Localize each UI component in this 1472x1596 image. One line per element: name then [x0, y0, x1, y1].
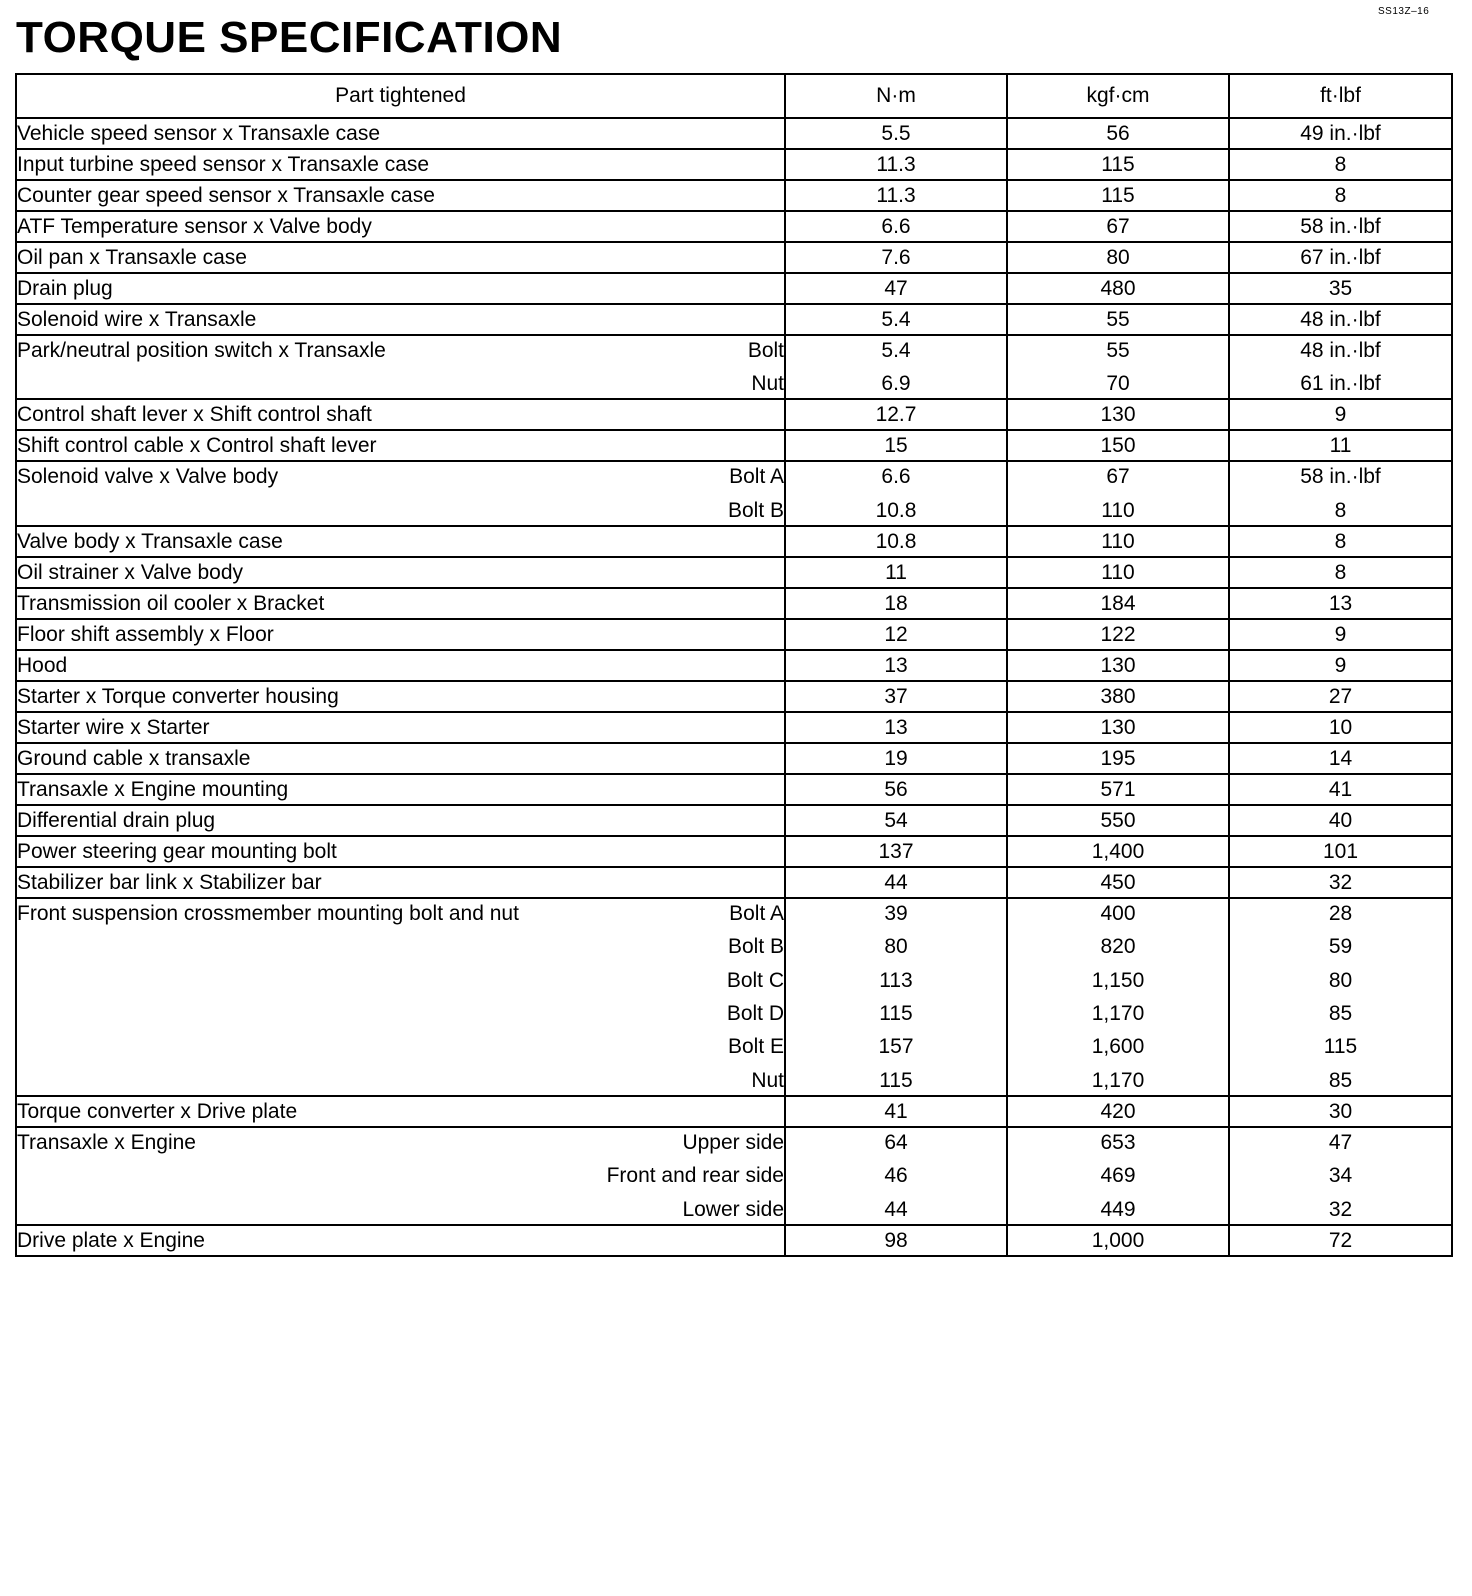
part-name: Power steering gear mounting bolt — [17, 839, 337, 863]
table-row — [16, 712, 1452, 743]
ft-lbf-value: 49 in.·lbf — [1300, 122, 1381, 145]
kgf-cm-value-cell — [1007, 650, 1229, 681]
ft-lbf-value: 115 — [1323, 1035, 1358, 1059]
nm-value: 13 — [884, 715, 908, 739]
kgf-cm-value-cell — [1007, 867, 1229, 898]
kgf-cm-value: 1,170 — [1091, 1068, 1145, 1092]
part-name: ATF Temperature sensor x Valve body — [17, 215, 372, 238]
nm-value-cell — [785, 619, 1007, 650]
part-name: Transmission oil cooler x Bracket — [17, 591, 325, 615]
ft-lbf-value: 13 — [1328, 591, 1353, 615]
nm-value-cell — [785, 526, 1007, 557]
part-cell — [16, 149, 785, 180]
ft-lbf-value-cell — [1229, 149, 1452, 180]
part-cell — [16, 1225, 785, 1256]
ft-lbf-value: 85 — [1328, 1068, 1353, 1092]
kgf-cm-value: 380 — [1100, 684, 1136, 708]
table-row — [16, 242, 1452, 273]
nm-value-cell — [785, 180, 1007, 211]
part-name: Transaxle x Engine — [17, 1130, 196, 1154]
header-ft-lbf: ft·lbf — [1229, 74, 1452, 118]
nm-value: 5.4 — [881, 339, 911, 362]
ft-lbf-value-cell — [1229, 774, 1452, 805]
ft-lbf-value: 8 — [1334, 529, 1347, 553]
ft-lbf-value-cell — [1229, 557, 1452, 588]
nm-value-cell — [785, 712, 1007, 743]
kgf-cm-value: 130 — [1100, 653, 1136, 677]
kgf-cm-value: 67 — [1106, 215, 1130, 238]
part-name: Front suspension crossmember mounting bolt and nut — [17, 901, 519, 925]
nm-value: 47 — [884, 277, 908, 300]
part-cell — [16, 836, 785, 867]
nm-value: 11.3 — [876, 153, 916, 176]
part-name: Transaxle x Engine mounting — [17, 777, 289, 801]
ft-lbf-value-cell — [1229, 304, 1452, 335]
kgf-cm-value-cell — [1007, 1096, 1229, 1127]
part-name: Floor shift assembly x Floor — [17, 622, 274, 646]
part-cell — [16, 242, 785, 273]
kgf-cm-value: 420 — [1100, 1099, 1136, 1123]
nm-value: 5.4 — [881, 308, 911, 331]
nm-value-cell — [785, 1225, 1007, 1256]
fastener-label: Bolt A — [729, 465, 784, 489]
ft-lbf-value: 101 — [1322, 839, 1359, 863]
document-code: SS13Z–16 — [1378, 6, 1430, 17]
ft-lbf-value-cell — [1229, 836, 1452, 867]
part-cell — [16, 304, 785, 335]
kgf-cm-value: 400 — [1100, 901, 1136, 925]
kgf-cm-value-cell — [1007, 805, 1229, 836]
ft-lbf-value-cell — [1229, 211, 1452, 242]
ft-lbf-value: 10 — [1328, 715, 1353, 739]
nm-value: 113 — [879, 968, 913, 992]
nm-value-cell — [785, 399, 1007, 430]
nm-value: 12.7 — [875, 403, 917, 427]
ft-lbf-value-cell — [1229, 273, 1452, 304]
nm-value: 115 — [879, 1001, 913, 1025]
ft-lbf-value-cell — [1229, 650, 1452, 681]
part-cell — [16, 461, 785, 525]
ft-lbf-value: 32 — [1328, 1197, 1353, 1221]
nm-value: 44 — [884, 1197, 908, 1221]
part-name: Torque converter x Drive plate — [17, 1099, 298, 1123]
kgf-cm-value: 130 — [1100, 403, 1136, 427]
nm-value: 18 — [884, 591, 908, 615]
ft-lbf-value: 9 — [1334, 403, 1347, 427]
nm-value: 12 — [884, 622, 908, 646]
nm-value: 10.8 — [875, 529, 917, 553]
part-cell — [16, 867, 785, 898]
kgf-cm-value-cell — [1007, 712, 1229, 743]
kgf-cm-value-cell — [1007, 898, 1229, 1096]
table-row — [16, 526, 1452, 557]
part-name: Valve body x Transaxle case — [17, 529, 283, 553]
part-cell — [16, 118, 785, 149]
kgf-cm-value-cell — [1007, 774, 1229, 805]
kgf-cm-value: 70 — [1106, 372, 1130, 396]
table-header-row — [16, 74, 1452, 118]
part-cell — [16, 557, 785, 588]
kgf-cm-value-cell — [1007, 149, 1229, 180]
part-cell — [16, 650, 785, 681]
table-row — [16, 430, 1452, 461]
kgf-cm-value: 1,170 — [1091, 1001, 1145, 1025]
part-name: Hood — [17, 653, 68, 677]
ft-lbf-value-cell — [1229, 805, 1452, 836]
kgf-cm-value: 469 — [1100, 1164, 1136, 1188]
kgf-cm-value-cell — [1007, 430, 1229, 461]
sub-labels — [748, 336, 784, 398]
nm-value-cell — [785, 461, 1007, 525]
nm-value: 137 — [878, 839, 914, 863]
nm-value-cell — [785, 650, 1007, 681]
fastener-label: Front and rear side — [606, 1164, 784, 1188]
ft-lbf-value-cell — [1229, 1225, 1452, 1256]
table-row — [16, 211, 1452, 242]
kgf-cm-value-cell — [1007, 118, 1229, 149]
sub-labels — [727, 899, 784, 1095]
table-row — [16, 399, 1452, 430]
nm-value-cell — [785, 304, 1007, 335]
fastener-label: Upper side — [682, 1130, 784, 1154]
kgf-cm-value: 130 — [1100, 715, 1136, 739]
ft-lbf-value: 34 — [1328, 1164, 1353, 1188]
sub-labels — [607, 1128, 784, 1224]
ft-lbf-value: 8 — [1334, 498, 1347, 522]
kgf-cm-value-cell — [1007, 836, 1229, 867]
nm-value-cell — [785, 430, 1007, 461]
part-name: Oil pan x Transaxle case — [17, 246, 247, 269]
kgf-cm-value-cell — [1007, 526, 1229, 557]
kgf-cm-value: 450 — [1100, 870, 1136, 894]
ft-lbf-value: 58 in.·lbf — [1300, 215, 1381, 238]
nm-value-cell — [785, 898, 1007, 1096]
fastener-label: Bolt C — [726, 968, 784, 992]
part-name: Drain plug — [17, 277, 113, 300]
kgf-cm-value-cell — [1007, 273, 1229, 304]
fastener-label: Bolt D — [726, 1001, 784, 1025]
nm-value: 41 — [884, 1099, 908, 1123]
table-row — [16, 867, 1452, 898]
nm-value: 10.8 — [875, 498, 917, 522]
kgf-cm-value-cell — [1007, 1127, 1229, 1225]
table-row — [16, 681, 1452, 712]
kgf-cm-value: 115 — [1101, 184, 1135, 207]
kgf-cm-value: 550 — [1100, 808, 1136, 832]
part-cell — [16, 180, 785, 211]
part-cell — [16, 1127, 785, 1225]
page-title: TORQUE SPECIFICATION — [16, 13, 563, 62]
kgf-cm-value-cell — [1007, 304, 1229, 335]
ft-lbf-value-cell — [1229, 681, 1452, 712]
ft-lbf-value: 72 — [1328, 1228, 1353, 1252]
kgf-cm-value-cell — [1007, 335, 1229, 399]
ft-lbf-value: 8 — [1334, 560, 1347, 584]
kgf-cm-value: 67 — [1106, 465, 1130, 489]
nm-value-cell — [785, 118, 1007, 149]
kgf-cm-value: 110 — [1101, 498, 1135, 522]
kgf-cm-value: 1,000 — [1091, 1228, 1145, 1252]
part-name: Solenoid valve x Valve body — [17, 465, 279, 489]
table-row — [16, 304, 1452, 335]
nm-value-cell — [785, 867, 1007, 898]
part-name: Solenoid wire x Transaxle — [17, 308, 257, 331]
table-row — [16, 149, 1452, 180]
nm-value: 19 — [884, 746, 908, 770]
part-name: Control shaft lever x Shift control shaft — [17, 403, 372, 427]
nm-value: 5.5 — [881, 122, 911, 145]
kgf-cm-value: 571 — [1100, 777, 1136, 801]
ft-lbf-value: 28 — [1328, 901, 1353, 925]
kgf-cm-value-cell — [1007, 211, 1229, 242]
ft-lbf-value: 35 — [1328, 277, 1353, 300]
ft-lbf-value-cell — [1229, 898, 1452, 1096]
nm-value-cell — [785, 149, 1007, 180]
nm-value-cell — [785, 1127, 1007, 1225]
ft-lbf-value: 14 — [1328, 746, 1353, 770]
kgf-cm-value: 195 — [1100, 746, 1136, 770]
ft-lbf-value: 48 in.·lbf — [1300, 339, 1381, 362]
kgf-cm-value-cell — [1007, 557, 1229, 588]
header-nm: N·m — [785, 74, 1007, 118]
table-row — [16, 1096, 1452, 1127]
kgf-cm-value-cell — [1007, 461, 1229, 525]
ft-lbf-value-cell — [1229, 867, 1452, 898]
kgf-cm-value-cell — [1007, 619, 1229, 650]
fastener-label: Nut — [751, 1068, 784, 1092]
nm-value: 13 — [884, 653, 908, 677]
kgf-cm-value-cell — [1007, 399, 1229, 430]
nm-value: 80 — [884, 935, 908, 959]
table-row — [16, 650, 1452, 681]
nm-value: 37 — [884, 684, 908, 708]
nm-value-cell — [785, 836, 1007, 867]
part-name: Stabilizer bar link x Stabilizer bar — [17, 870, 322, 894]
ft-lbf-value: 8 — [1334, 184, 1347, 207]
table-row — [16, 805, 1452, 836]
table-row — [16, 743, 1452, 774]
part-name: Vehicle speed sensor x Transaxle case — [17, 122, 381, 145]
table-row — [16, 461, 1452, 525]
ft-lbf-value: 8 — [1334, 153, 1347, 176]
ft-lbf-value: 32 — [1328, 870, 1353, 894]
nm-value-cell — [785, 805, 1007, 836]
ft-lbf-value: 85 — [1328, 1001, 1353, 1025]
kgf-cm-value-cell — [1007, 1225, 1229, 1256]
kgf-cm-value: 1,600 — [1091, 1035, 1145, 1059]
kgf-cm-value: 820 — [1100, 935, 1136, 959]
kgf-cm-value: 110 — [1101, 529, 1135, 553]
part-cell — [16, 399, 785, 430]
kgf-cm-value: 56 — [1106, 122, 1130, 145]
table-body — [16, 118, 1452, 1256]
part-cell — [16, 774, 785, 805]
part-cell — [16, 526, 785, 557]
nm-value: 44 — [884, 870, 908, 894]
table-row — [16, 557, 1452, 588]
nm-value-cell — [785, 588, 1007, 619]
kgf-cm-value: 150 — [1100, 434, 1136, 458]
nm-value: 157 — [878, 1035, 914, 1059]
part-cell — [16, 619, 785, 650]
ft-lbf-value-cell — [1229, 1096, 1452, 1127]
part-name: Drive plate x Engine — [17, 1228, 205, 1252]
kgf-cm-value: 1,400 — [1091, 839, 1145, 863]
ft-lbf-value-cell — [1229, 712, 1452, 743]
ft-lbf-value: 40 — [1328, 808, 1353, 832]
part-cell — [16, 743, 785, 774]
ft-lbf-value-cell — [1229, 588, 1452, 619]
part-name: Starter x Torque converter housing — [17, 684, 339, 708]
fastener-label: Bolt B — [727, 498, 784, 522]
table-row — [16, 588, 1452, 619]
nm-value-cell — [785, 211, 1007, 242]
nm-value-cell — [785, 557, 1007, 588]
ft-lbf-value-cell — [1229, 1127, 1452, 1225]
fastener-label: Bolt A — [729, 901, 784, 925]
ft-lbf-value: 9 — [1334, 622, 1347, 646]
table-row — [16, 118, 1452, 149]
ft-lbf-value: 41 — [1328, 777, 1353, 801]
nm-value-cell — [785, 743, 1007, 774]
torque-spec-table — [15, 73, 1453, 1257]
table-row — [16, 898, 1452, 1096]
kgf-cm-value: 449 — [1100, 1197, 1136, 1221]
kgf-cm-value: 184 — [1100, 591, 1136, 615]
ft-lbf-value-cell — [1229, 526, 1452, 557]
kgf-cm-value-cell — [1007, 180, 1229, 211]
ft-lbf-value-cell — [1229, 461, 1452, 525]
kgf-cm-value: 55 — [1106, 308, 1130, 331]
ft-lbf-value-cell — [1229, 335, 1452, 399]
nm-value: 39 — [884, 901, 908, 925]
part-name: Oil strainer x Valve body — [17, 560, 244, 584]
ft-lbf-value: 67 in.·lbf — [1300, 246, 1381, 269]
ft-lbf-value: 47 — [1328, 1130, 1353, 1154]
part-name: Starter wire x Starter — [17, 715, 210, 739]
part-cell — [16, 335, 785, 399]
nm-value-cell — [785, 774, 1007, 805]
nm-value: 6.6 — [881, 465, 911, 489]
ft-lbf-value: 11 — [1329, 434, 1352, 458]
ft-lbf-value: 9 — [1334, 653, 1347, 677]
ft-lbf-value: 80 — [1328, 968, 1353, 992]
nm-value-cell — [785, 335, 1007, 399]
nm-value: 98 — [884, 1228, 908, 1252]
table-row — [16, 335, 1452, 399]
fastener-label: Bolt B — [727, 935, 784, 959]
fastener-label: Lower side — [682, 1197, 784, 1221]
ft-lbf-value: 30 — [1328, 1099, 1353, 1123]
nm-value: 11.3 — [876, 184, 916, 207]
nm-value: 46 — [884, 1164, 908, 1188]
table-row — [16, 836, 1452, 867]
nm-value: 54 — [884, 808, 908, 832]
header-part-tightened: Part tightened — [16, 74, 785, 118]
kgf-cm-value-cell — [1007, 588, 1229, 619]
nm-value: 15 — [884, 434, 908, 458]
kgf-cm-value: 1,150 — [1091, 968, 1145, 992]
ft-lbf-value-cell — [1229, 619, 1452, 650]
ft-lbf-value: 27 — [1328, 684, 1353, 708]
sub-labels — [728, 462, 784, 524]
part-cell — [16, 1096, 785, 1127]
kgf-cm-value: 122 — [1100, 622, 1136, 646]
fastener-label: Nut — [751, 372, 784, 396]
table-row — [16, 1225, 1452, 1256]
part-cell — [16, 588, 785, 619]
part-name: Ground cable x transaxle — [17, 746, 251, 770]
table-row — [16, 180, 1452, 211]
nm-value: 11 — [885, 560, 907, 584]
ft-lbf-value-cell — [1229, 242, 1452, 273]
nm-value-cell — [785, 242, 1007, 273]
ft-lbf-value: 61 in.·lbf — [1300, 372, 1381, 396]
kgf-cm-value: 480 — [1100, 277, 1136, 300]
kgf-cm-value-cell — [1007, 242, 1229, 273]
part-cell — [16, 805, 785, 836]
ft-lbf-value: 58 in.·lbf — [1300, 465, 1381, 489]
nm-value: 64 — [884, 1130, 908, 1154]
nm-value-cell — [785, 273, 1007, 304]
part-cell — [16, 681, 785, 712]
ft-lbf-value-cell — [1229, 118, 1452, 149]
kgf-cm-value-cell — [1007, 681, 1229, 712]
ft-lbf-value-cell — [1229, 180, 1452, 211]
kgf-cm-value: 80 — [1106, 246, 1130, 269]
nm-value: 7.6 — [881, 246, 911, 269]
table-row — [16, 619, 1452, 650]
part-cell — [16, 273, 785, 304]
kgf-cm-value: 110 — [1101, 560, 1135, 584]
table-row — [16, 273, 1452, 304]
ft-lbf-value: 59 — [1328, 935, 1353, 959]
nm-value-cell — [785, 681, 1007, 712]
kgf-cm-value: 55 — [1106, 339, 1130, 362]
table-row — [16, 774, 1452, 805]
part-name: Counter gear speed sensor x Transaxle case — [17, 184, 435, 207]
part-cell — [16, 712, 785, 743]
nm-value: 6.6 — [881, 215, 911, 238]
ft-lbf-value: 48 in.·lbf — [1300, 308, 1381, 331]
part-name: Shift control cable x Control shaft lever — [17, 434, 377, 458]
header-kgf-cm: kgf·cm — [1007, 74, 1229, 118]
table-row — [16, 1127, 1452, 1225]
part-name: Differential drain plug — [17, 808, 216, 832]
kgf-cm-value-cell — [1007, 743, 1229, 774]
part-name: Input turbine speed sensor x Transaxle case — [17, 153, 430, 176]
part-cell — [16, 898, 785, 1096]
kgf-cm-value: 653 — [1100, 1130, 1136, 1154]
ft-lbf-value-cell — [1229, 743, 1452, 774]
nm-value: 56 — [884, 777, 908, 801]
ft-lbf-value-cell — [1229, 399, 1452, 430]
ft-lbf-value-cell — [1229, 430, 1452, 461]
fastener-label: Bolt — [747, 339, 784, 362]
kgf-cm-value: 115 — [1101, 153, 1135, 176]
part-cell — [16, 430, 785, 461]
nm-value-cell — [785, 1096, 1007, 1127]
fastener-label: Bolt E — [727, 1035, 784, 1059]
part-cell — [16, 211, 785, 242]
nm-value: 6.9 — [881, 372, 911, 396]
nm-value: 115 — [879, 1068, 913, 1092]
part-name: Park/neutral position switch x Transaxle — [17, 339, 386, 362]
